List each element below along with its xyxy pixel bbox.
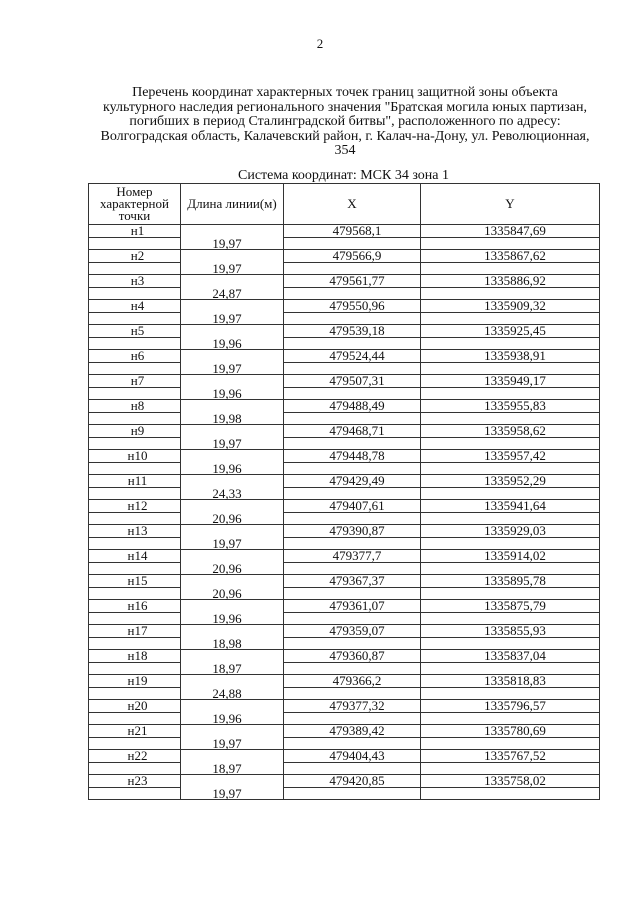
line-length-cell: 20,96	[181, 587, 284, 600]
x-coordinate-cell: 479429,49	[284, 475, 421, 488]
line-length-cell: 19,96	[181, 387, 284, 400]
line-length-cell: 19,97	[181, 237, 284, 250]
y-coordinate-cell: 1335767,52	[421, 750, 600, 763]
blank-cell	[421, 787, 600, 800]
line-length-cell: 19,96	[181, 712, 284, 725]
point-number-cell: н13	[89, 525, 181, 538]
y-coordinate-cell: 1335929,03	[421, 525, 600, 538]
x-coordinate-cell: 479561,77	[284, 275, 421, 288]
table-row-point	[89, 500, 600, 513]
page-number: 2	[316, 36, 324, 51]
table-row-point	[89, 450, 600, 463]
header-y: Y	[421, 184, 600, 225]
line-length-cell: 20,96	[181, 562, 284, 575]
point-number-cell: н7	[89, 375, 181, 388]
line-length-cell: 20,96	[181, 512, 284, 525]
y-coordinate-cell: 1335855,93	[421, 625, 600, 638]
x-coordinate-cell: 479539,18	[284, 325, 421, 338]
table-body	[89, 225, 600, 800]
x-coordinate-cell: 479524,44	[284, 350, 421, 363]
y-coordinate-cell: 1335955,83	[421, 400, 600, 413]
line-length-cell: 19,97	[181, 262, 284, 275]
point-number-cell: н10	[89, 450, 181, 463]
x-coordinate-cell: 479389,42	[284, 725, 421, 738]
line-length-cell: 18,97	[181, 762, 284, 775]
point-number-cell: н4	[89, 300, 181, 313]
y-coordinate-cell: 1335895,78	[421, 575, 600, 588]
x-coordinate-cell: 479448,78	[284, 450, 421, 463]
table-row-point	[89, 375, 600, 388]
table-row-point	[89, 300, 600, 313]
line-length-cell: 19,96	[181, 462, 284, 475]
header-line-length: Длина линии(м)	[181, 184, 284, 225]
x-coordinate-cell: 479360,87	[284, 650, 421, 663]
table-row-point	[89, 350, 600, 363]
x-coordinate-cell: 479361,07	[284, 600, 421, 613]
y-coordinate-cell: 1335914,02	[421, 550, 600, 563]
x-coordinate-cell: 479390,87	[284, 525, 421, 538]
table-row-point	[89, 600, 600, 613]
y-coordinate-cell: 1335780,69	[421, 725, 600, 738]
line-length-cell: 24,88	[181, 687, 284, 700]
x-coordinate-cell: 479377,7	[284, 550, 421, 563]
table-row-point	[89, 750, 600, 763]
x-coordinate-cell: 479550,96	[284, 300, 421, 313]
table-header-row	[89, 184, 600, 225]
x-coordinate-cell: 479468,71	[284, 425, 421, 438]
y-coordinate-cell: 1335847,69	[421, 225, 600, 238]
point-number-cell: н19	[89, 675, 181, 688]
x-coordinate-cell: 479488,49	[284, 400, 421, 413]
point-number-cell: н2	[89, 250, 181, 263]
point-number-cell: н6	[89, 350, 181, 363]
point-number-cell: н16	[89, 600, 181, 613]
table-row-point	[89, 475, 600, 488]
line-length-cell: 19,98	[181, 412, 284, 425]
y-coordinate-cell: 1335941,64	[421, 500, 600, 513]
table-row-point	[89, 425, 600, 438]
table-row-point	[89, 400, 600, 413]
point-number-cell: н8	[89, 400, 181, 413]
line-length-cell: 19,97	[181, 362, 284, 375]
y-coordinate-cell: 1335938,91	[421, 350, 600, 363]
y-coordinate-cell: 1335909,32	[421, 300, 600, 313]
line-length-cell: 19,97	[181, 787, 284, 800]
table-row-point	[89, 675, 600, 688]
line-length-cell: 19,96	[181, 612, 284, 625]
table-row-point	[89, 650, 600, 663]
line-length-cell: 24,33	[181, 487, 284, 500]
point-number-cell: н12	[89, 500, 181, 513]
point-number-cell: н20	[89, 700, 181, 713]
point-number-cell: н3	[89, 275, 181, 288]
y-coordinate-cell: 1335952,29	[421, 475, 600, 488]
point-number-cell: н18	[89, 650, 181, 663]
header-point-number: Номер характерной точки	[89, 184, 181, 225]
point-number-cell: н9	[89, 425, 181, 438]
x-coordinate-cell: 479366,2	[284, 675, 421, 688]
point-number-cell: н5	[89, 325, 181, 338]
x-coordinate-cell: 479407,61	[284, 500, 421, 513]
header-x: X	[284, 184, 421, 225]
x-coordinate-cell: 479359,07	[284, 625, 421, 638]
y-coordinate-cell: 1335925,45	[421, 325, 600, 338]
point-number-cell: н1	[89, 225, 181, 238]
line-length-cell: 18,98	[181, 637, 284, 650]
x-coordinate-cell: 479568,1	[284, 225, 421, 238]
table-row-point	[89, 525, 600, 538]
table-row-point	[89, 275, 600, 288]
point-number-cell: н22	[89, 750, 181, 763]
line-length-cell: 19,97	[181, 437, 284, 450]
coordinate-system-label: Система координат: МСК 34 зона 1	[237, 168, 449, 183]
y-coordinate-cell: 1335867,62	[421, 250, 600, 263]
y-coordinate-cell: 1335957,42	[421, 450, 600, 463]
point-number-cell: н14	[89, 550, 181, 563]
line-length-cell: 19,97	[181, 312, 284, 325]
document-title: Перечень координат характерных точек границ защитной зоны объекта культурного наследия регионального значения "Братская могила юных партизан, погибших в период Сталинградской битвы", расположенного по адресу: Волгоградская область, Калачевский район, г. Калач-на-Дону, ул. Революционная, 354	[100, 85, 590, 158]
line-length-cell: 19,97	[181, 537, 284, 550]
table-row-point	[89, 250, 600, 263]
point-number-cell: н17	[89, 625, 181, 638]
y-coordinate-cell: 1335818,83	[421, 675, 600, 688]
point-number-cell: н11	[89, 475, 181, 488]
line-length-cell: 18,97	[181, 662, 284, 675]
line-length-cell: 19,97	[181, 737, 284, 750]
table-row-point	[89, 700, 600, 713]
coordinates-table	[88, 183, 600, 800]
table-row-point	[89, 625, 600, 638]
y-coordinate-cell: 1335958,62	[421, 425, 600, 438]
x-coordinate-cell: 479377,32	[284, 700, 421, 713]
y-coordinate-cell: 1335875,79	[421, 600, 600, 613]
table-row-point	[89, 775, 600, 788]
x-coordinate-cell: 479404,43	[284, 750, 421, 763]
point-number-cell: н15	[89, 575, 181, 588]
table-row-point	[89, 225, 600, 238]
x-coordinate-cell: 479507,31	[284, 375, 421, 388]
blank-cell	[89, 787, 181, 800]
table-row-point	[89, 575, 600, 588]
y-coordinate-cell: 1335886,92	[421, 275, 600, 288]
blank-cell	[284, 787, 421, 800]
x-coordinate-cell: 479566,9	[284, 250, 421, 263]
table-row-point	[89, 325, 600, 338]
y-coordinate-cell: 1335949,17	[421, 375, 600, 388]
x-coordinate-cell: 479367,37	[284, 575, 421, 588]
line-length-cell: 24,87	[181, 287, 284, 300]
y-coordinate-cell: 1335796,57	[421, 700, 600, 713]
y-coordinate-cell: 1335837,04	[421, 650, 600, 663]
line-length-cell: 19,96	[181, 337, 284, 350]
table-row-line-length	[89, 787, 600, 800]
table-row-point	[89, 725, 600, 738]
point-number-cell: н21	[89, 725, 181, 738]
point-number-cell: н23	[89, 775, 181, 788]
y-coordinate-cell: 1335758,02	[421, 775, 600, 788]
x-coordinate-cell: 479420,85	[284, 775, 421, 788]
table-row-point	[89, 550, 600, 563]
